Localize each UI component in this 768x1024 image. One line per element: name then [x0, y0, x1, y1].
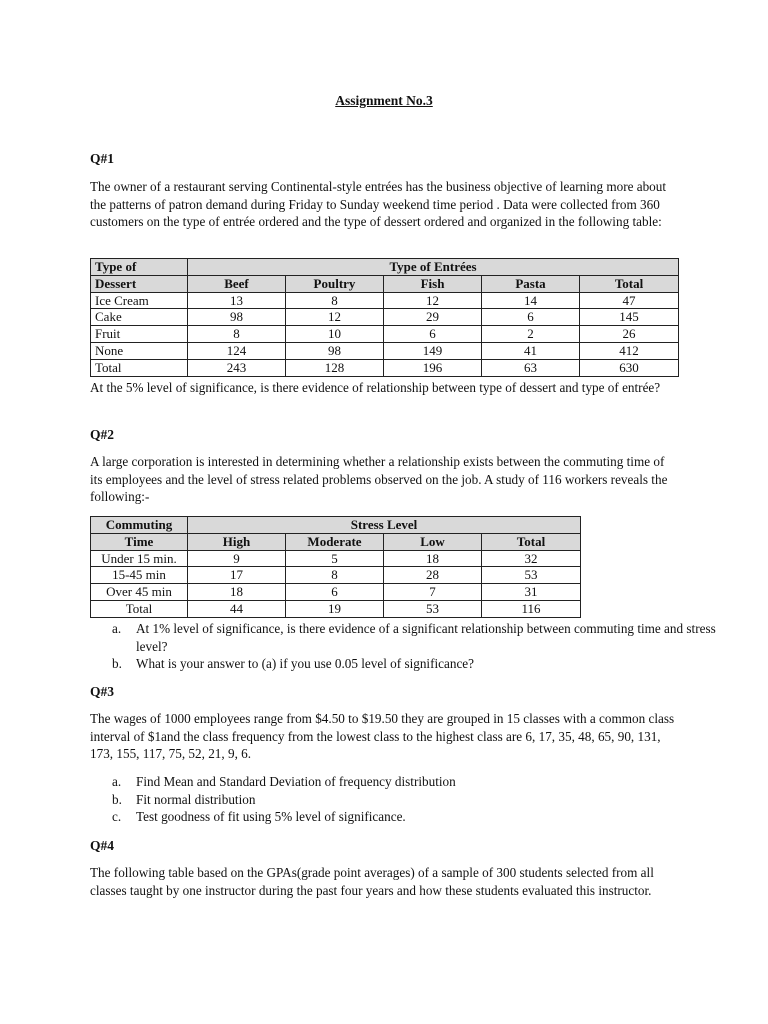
- table-cell: 31: [482, 584, 581, 601]
- table-cell: 41: [482, 342, 580, 359]
- table-row: [91, 550, 581, 567]
- row-label: None: [91, 342, 188, 359]
- question-3-subparts: [90, 773, 726, 826]
- row-label: Over 45 min: [91, 584, 188, 601]
- table-cell: 124: [188, 342, 286, 359]
- table-cell: 149: [384, 342, 482, 359]
- row-label: Total: [91, 600, 188, 617]
- table-cell: 6: [482, 309, 580, 326]
- table-corner-header: Commuting: [91, 517, 188, 534]
- question-1-label: Q#1: [90, 151, 115, 166]
- list-item-text: Find Mean and Standard Deviation of frequency distribution: [136, 774, 456, 789]
- question-3-label: Q#3: [90, 684, 115, 699]
- table-cell: 9: [188, 550, 286, 567]
- table-cell: 145: [580, 309, 679, 326]
- row-label: Under 15 min.: [91, 550, 188, 567]
- question-1-intro: The owner of a restaurant serving Continental-style entrées has the business objective of learning more about the patterns of patron demand during Friday to Sunday weekend time period . Data were collected from 360 customers on the type of entrée ordered and the type of dessert ordered and organized in the following table:: [90, 179, 667, 230]
- list-marker: b.: [112, 791, 122, 807]
- table-cell: 6: [286, 584, 384, 601]
- list-marker: b.: [112, 656, 122, 672]
- column-header: Fish: [384, 275, 482, 292]
- table-cell: 32: [482, 550, 581, 567]
- question-1-prompt: At the 5% level of significance, is there evidence of relationship between type of dessert and type of entrée?: [90, 380, 661, 395]
- row-label: Fruit: [91, 326, 188, 343]
- table-corner-header: Dessert: [91, 275, 188, 292]
- table-cell: 19: [286, 600, 384, 617]
- table-cell: 53: [384, 600, 482, 617]
- question-2-intro: A large corporation is interested in determining whether a relationship exists between the commuting time of its employees and the level of stress related problems observed on the job. A study of 116 workers reveals the following:-: [90, 454, 668, 505]
- row-label: Ice Cream: [91, 292, 188, 309]
- table-cell: 8: [286, 567, 384, 584]
- commute-stress-table: [90, 516, 581, 618]
- table-cell: 7: [384, 584, 482, 601]
- row-label: Total: [91, 359, 188, 376]
- table-cell: 5: [286, 550, 384, 567]
- question-4-intro: The following table based on the GPAs(grade point averages) of a sample of 300 students selected from all classes taught by one instructor during the past four years and how these students evaluated this instructor.: [90, 865, 654, 898]
- dessert-entree-table: [90, 258, 679, 377]
- table-cell: 17: [188, 567, 286, 584]
- list-item-text: At 1% level of significance, is there evidence of a significant relationship between commuting time and stress level?: [136, 621, 716, 654]
- table-cell: 243: [188, 359, 286, 376]
- list-item-text: What is your answer to (a) if you use 0.05 level of significance?: [136, 656, 475, 672]
- column-header: Beef: [188, 275, 286, 292]
- table-cell: 18: [188, 584, 286, 601]
- table-cell: 26: [580, 326, 679, 343]
- table-cell: 128: [286, 359, 384, 376]
- question-4-label: Q#4: [90, 838, 115, 853]
- table-row: [91, 584, 581, 601]
- list-item: [112, 808, 726, 826]
- list-marker: a.: [112, 621, 122, 636]
- table-cell: 6: [384, 326, 482, 343]
- table-cell: 412: [580, 342, 679, 359]
- list-item-text: Test goodness of fit using 5% level of significance.: [136, 809, 406, 825]
- table-row: [91, 600, 581, 617]
- table-cell: 28: [384, 567, 482, 584]
- list-item: [112, 773, 726, 791]
- table-row: [91, 359, 679, 376]
- column-header: Low: [384, 533, 482, 550]
- list-marker: a.: [112, 774, 122, 789]
- table-cell: 47: [580, 292, 679, 309]
- row-label: 15-45 min: [91, 567, 188, 584]
- table-cell: 12: [384, 292, 482, 309]
- table-corner-header: Type of: [91, 259, 188, 276]
- table-cell: 29: [384, 309, 482, 326]
- table-cell: 630: [580, 359, 679, 376]
- table-cell: 8: [286, 292, 384, 309]
- table-row: [91, 326, 679, 343]
- table-cell: 10: [286, 326, 384, 343]
- assignment-title: Assignment No.3: [335, 93, 433, 108]
- table-cell: 63: [482, 359, 580, 376]
- list-marker: c.: [112, 809, 122, 825]
- table-row: [91, 292, 679, 309]
- table-group-header: Stress Level: [188, 517, 581, 534]
- table-cell: 44: [188, 600, 286, 617]
- list-item: [112, 791, 726, 809]
- table-cell: 98: [188, 309, 286, 326]
- list-item: [112, 655, 726, 673]
- list-item: [112, 620, 726, 655]
- table-cell: 8: [188, 326, 286, 343]
- row-label: Cake: [91, 309, 188, 326]
- table-cell: 18: [384, 550, 482, 567]
- column-header: Poultry: [286, 275, 384, 292]
- table-row: [91, 309, 679, 326]
- column-header: Moderate: [286, 533, 384, 550]
- table-corner-header: Time: [91, 533, 188, 550]
- column-header: Pasta: [482, 275, 580, 292]
- column-header: Total: [482, 533, 581, 550]
- column-header: High: [188, 533, 286, 550]
- list-item-text: Fit normal distribution: [136, 791, 256, 807]
- question-2-subparts: [90, 620, 726, 673]
- table-row: [91, 342, 679, 359]
- table-row: [91, 567, 581, 584]
- question-3-intro: The wages of 1000 employees range from $4.50 to $19.50 they are grouped in 15 classes with a common class interval of $1and the class frequency from the lowest class to the highest class are 6, 17, 35, 48, 65, 90, 131, 173, 155, 117, 75, 52, 21, 9, 6.: [90, 711, 675, 762]
- table-cell: 98: [286, 342, 384, 359]
- column-header: Total: [580, 275, 679, 292]
- table-cell: 196: [384, 359, 482, 376]
- table-group-header: Type of Entrées: [188, 259, 679, 276]
- table-cell: 12: [286, 309, 384, 326]
- table-cell: 116: [482, 600, 581, 617]
- table-cell: 2: [482, 326, 580, 343]
- question-2-label: Q#2: [90, 427, 115, 442]
- table-cell: 53: [482, 567, 581, 584]
- table-cell: 13: [188, 292, 286, 309]
- table-cell: 14: [482, 292, 580, 309]
